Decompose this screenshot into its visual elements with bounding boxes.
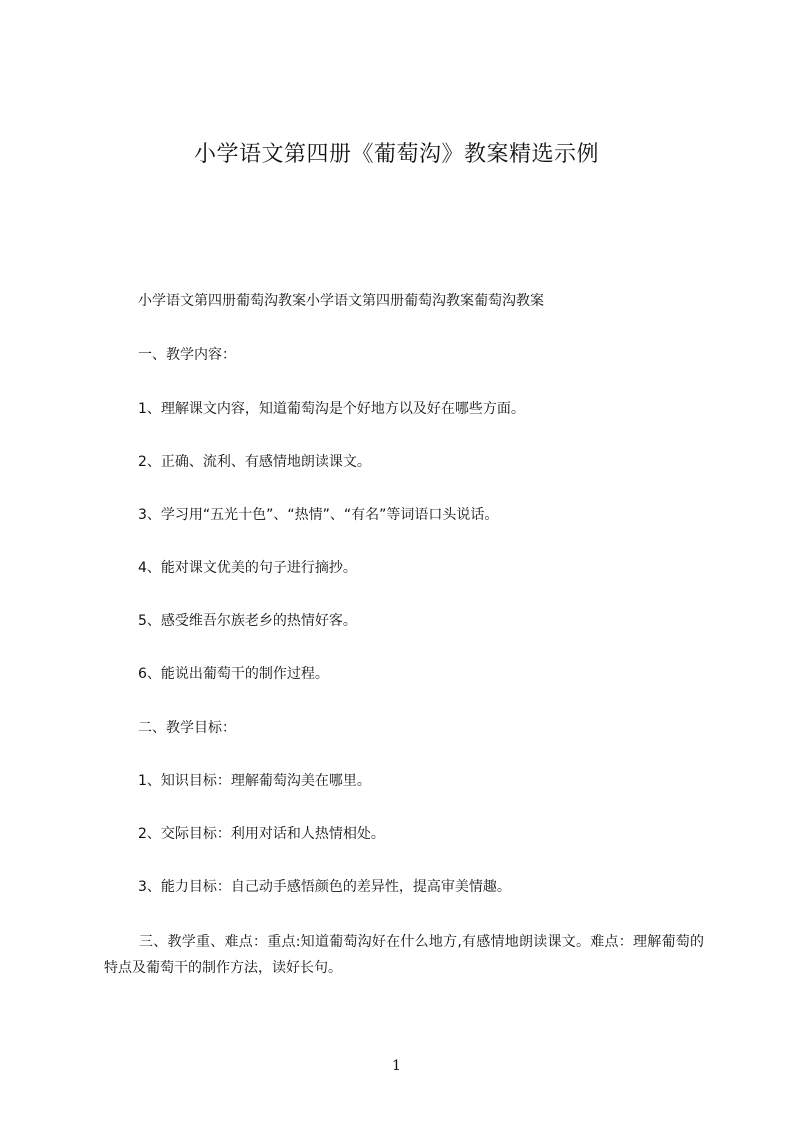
document-title: 小学语文第四册《葡萄沟》教案精选示例 — [193, 142, 599, 167]
list-item-content-5: 5、感受维吾尔族老乡的热情好客。 — [138, 613, 357, 629]
list-item-goal-3: 3、能力目标：自己动手感悟颜色的差异性，提高审美情趣。 — [138, 879, 511, 895]
list-item-goal-1: 1、知识目标：理解葡萄沟美在哪里。 — [138, 773, 371, 789]
section-key-difficult-points: 三、教学重、难点：重点:知道葡萄沟好在什么地方,有感情地朗读课文。难点：理解葡萄的特点及葡萄干的制作方法，读好长句。 — [104, 934, 704, 976]
list-item-content-4: 4、能对课文优美的句子进行摘抄。 — [138, 560, 357, 576]
section-heading-teaching-goals: 二、教学目标： — [138, 720, 236, 736]
list-item-content-2: 2、正确、流利、有感情地朗读课文。 — [138, 454, 371, 470]
list-item-content-6: 6、能说出葡萄干的制作过程。 — [138, 666, 329, 682]
section-heading-teaching-content: 一、教学内容： — [138, 347, 236, 363]
list-item-content-1: 1、理解课文内容，知道葡萄沟是个好地方以及好在哪些方面。 — [138, 401, 525, 417]
list-item-content-3: 3、学习用“五光十色”、“热情”、“有名”等词语口头说话。 — [138, 507, 499, 523]
paragraph-intro: 小学语文第四册葡萄沟教案小学语文第四册葡萄沟教案葡萄沟教案 — [138, 293, 544, 309]
page-number: 1 — [392, 1058, 401, 1074]
list-item-goal-2: 2、交际目标：利用对话和人热情相处。 — [138, 826, 385, 842]
